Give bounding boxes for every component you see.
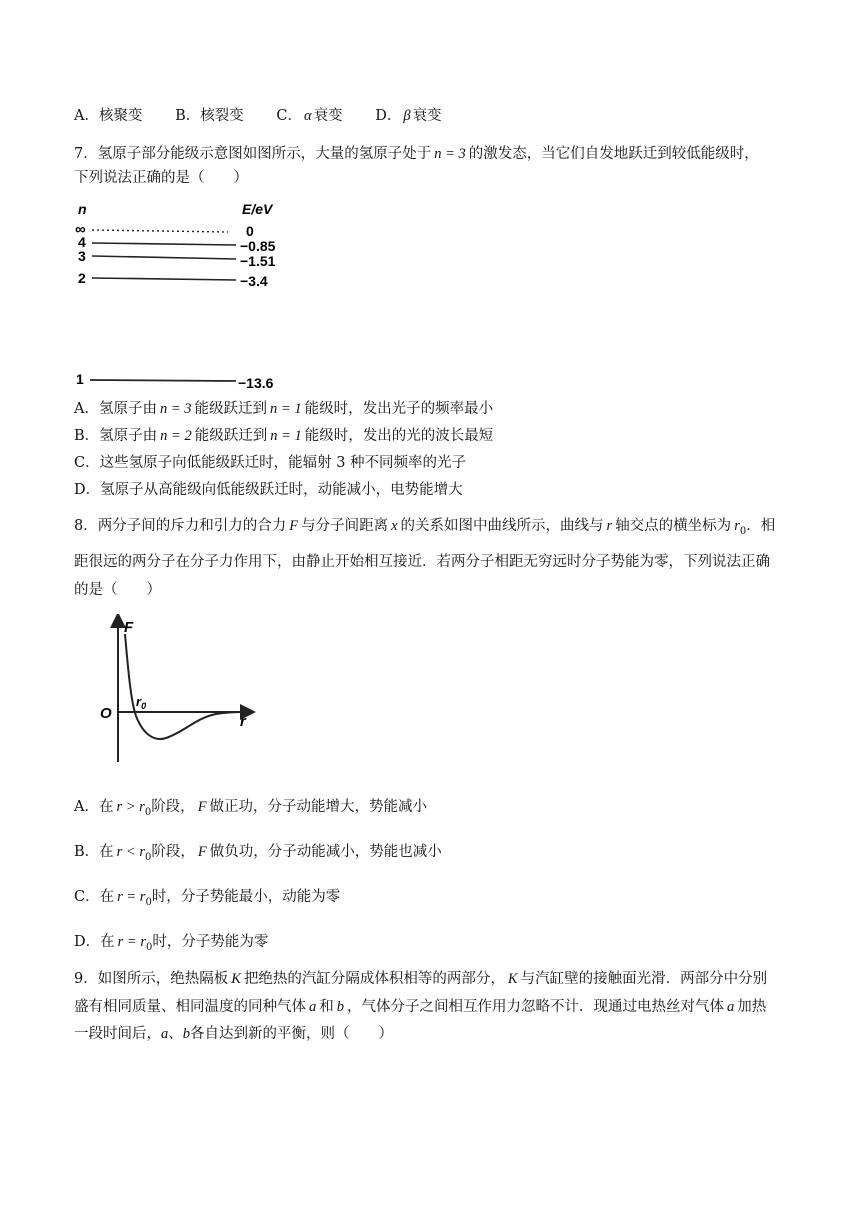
q6-option-c: C． α 衰变 — [276, 108, 343, 124]
q7-option-d: D．氢原子从高能级向低能级跃迁时，动能减小，电势能增大 — [74, 482, 463, 498]
level-2-line — [92, 278, 236, 280]
level-inf-line — [92, 230, 228, 232]
force-distance-graph — [96, 614, 256, 770]
origin-label: O — [100, 705, 112, 722]
q8-stem-line3: 的是（ ） — [74, 582, 161, 598]
y-axis-label: F — [124, 619, 134, 636]
force-curve — [125, 634, 244, 739]
level-4-e: −0.85 — [240, 238, 276, 254]
level-3-line — [92, 256, 236, 259]
q7-option-b: B．氢原子由 n = 2 能级跃迁到 n = 1 能级时，发出的光的波长最短 — [74, 428, 494, 444]
q9-stem-line3: 一段时间后，a、b各自达到新的平衡，则（ ） — [74, 1026, 393, 1042]
energy-level-diagram — [70, 198, 300, 392]
q6-option-b: B．核裂变 — [175, 108, 244, 124]
level-1-line — [90, 380, 236, 381]
q6-option-a: A．核聚变 — [74, 108, 143, 124]
level-inf-n: ∞ — [75, 221, 86, 238]
level-4-line — [92, 243, 236, 245]
level-1-e: −13.6 — [238, 375, 274, 391]
q8-option-d: D．在 $r = r_0$时，分子势能为零 — [74, 934, 269, 953]
q9-stem-line2: 盛有相同质量、相同温度的同种气体 a 和 b ，气体分子之间相互作用力忽略不计．现通过电热丝对气体 a 加热 — [74, 999, 767, 1015]
level-1-n: 1 — [76, 371, 84, 387]
level-inf-e: 0 — [246, 223, 254, 239]
q6-option-d: D． β 衰变 — [375, 108, 442, 124]
level-2-n: 2 — [78, 270, 86, 286]
q8-option-a: A．在 $r > r_0$阶段， F 做正功，分子动能增大，势能减小 — [74, 799, 428, 818]
level-4-n: 4 — [78, 234, 86, 250]
q7-stem-line2: 下列说法正确的是（ ） — [74, 170, 248, 186]
e-header: E/eV — [242, 201, 273, 217]
q8-stem-line1: 8．两分子间的斥力和引力的合力 F 与分子间距离 x 的关系如图中曲线所示，曲线与 r 轴交点的横坐标为 $r_0$．相 — [74, 518, 776, 537]
q8-option-c: C．在 $r = r_0$时，分子势能最小，动能为零 — [74, 889, 341, 908]
q7-stem-line1: 7．氢原子部分能级示意图如图所示，大量的氢原子处于 n = 3 的激发态，当它们自发地跃迁到较低能级时， — [74, 146, 759, 162]
q9-stem-line1: 9．如图所示，绝热隔板 K 把绝热的汽缸分隔成体积相等的两部分， K 与汽缸壁的接触面光滑．两部分中分别 — [74, 971, 768, 987]
q7-option-c: C．这些氢原子向低能级跃迁时，能辐射 3 种不同频率的光子 — [74, 455, 467, 471]
q6-options — [74, 106, 470, 126]
n-header: n — [78, 201, 87, 217]
r0-label: $r_0$ — [136, 694, 147, 711]
q7-option-a: A．氢原子由 n = 3 能级跃迁到 n = 1 能级时，发出光子的频率最小 — [74, 401, 494, 417]
q8-stem-line2: 距很远的两分子在分子力作用下，由静止开始相互接近．若两分子相距无穷远时分子势能为零，下列说法正确 — [74, 554, 770, 570]
level-3-e: −1.51 — [240, 253, 276, 269]
x-axis-label: r — [240, 713, 246, 730]
level-3-n: 3 — [78, 248, 86, 264]
level-2-e: −3.4 — [240, 273, 268, 289]
q8-option-b: B．在 $r < r_0$阶段， F 做负功，分子动能减小，势能也减小 — [74, 844, 442, 863]
